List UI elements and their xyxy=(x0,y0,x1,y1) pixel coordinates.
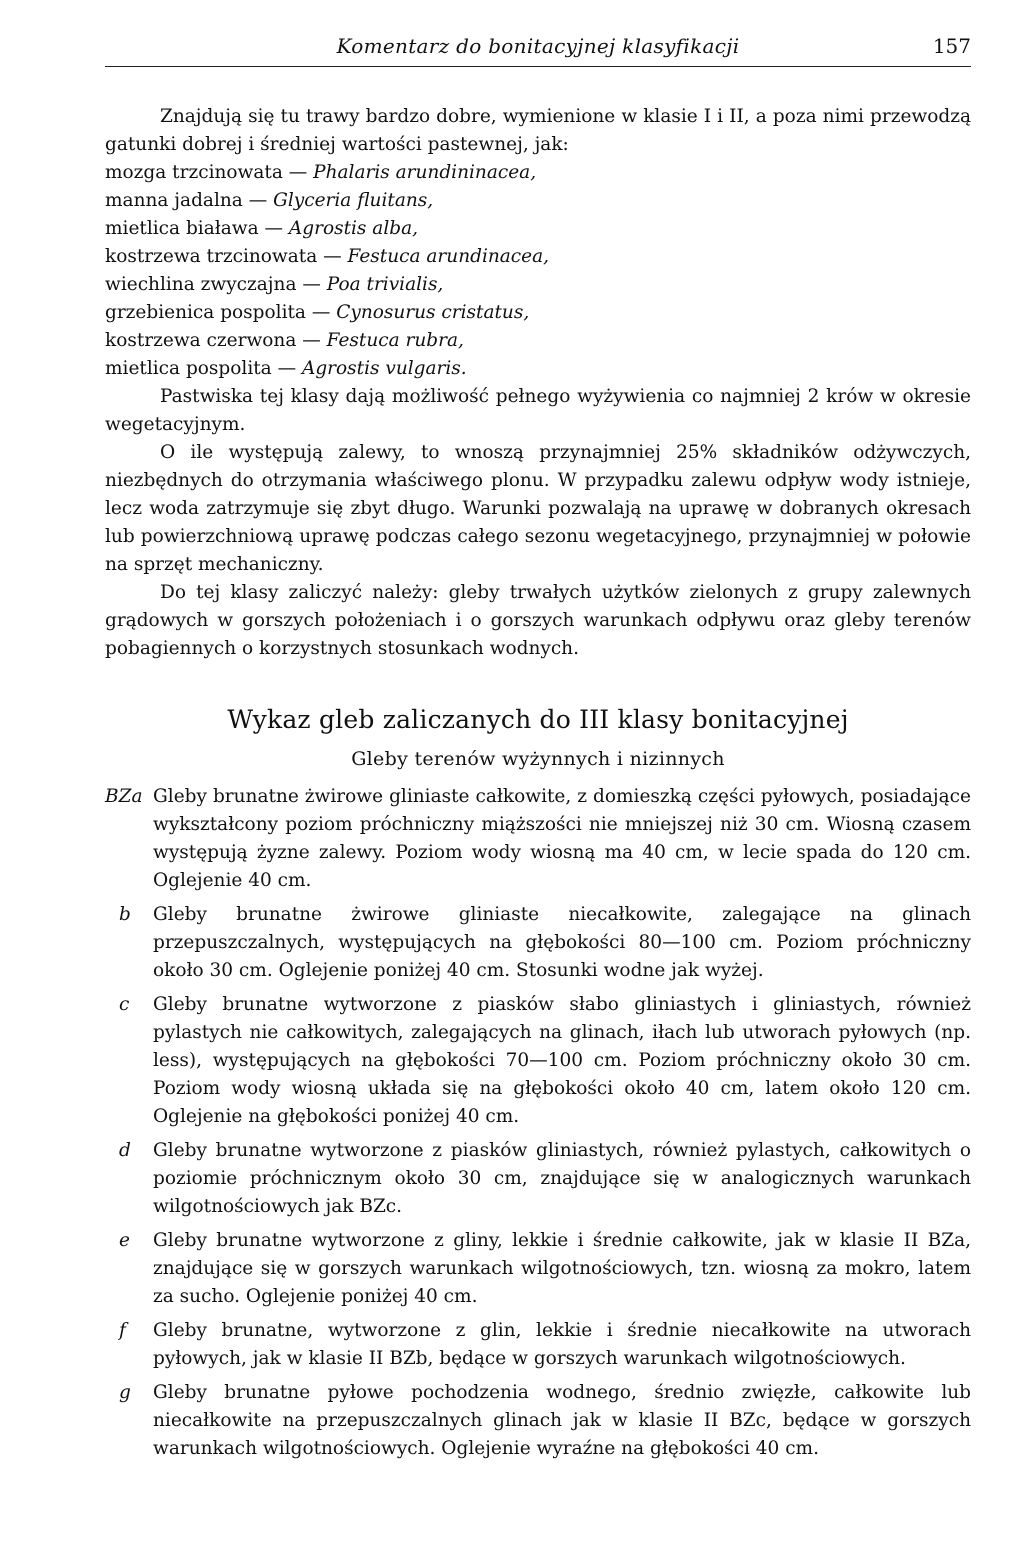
soil-code: e xyxy=(119,1230,130,1251)
grass-common-name: mozga trzcinowata — xyxy=(105,162,308,183)
grass-common-name: manna jadalna — xyxy=(105,190,268,211)
soil-entry xyxy=(105,1379,971,1463)
body-paragraph: Pastwiska tej klasy dają możliwość pełnego wyżywienia co najmniej 2 krów w okresie wegetacyjnym. xyxy=(105,386,971,435)
grass-latin-name: Glyceria fluitans, xyxy=(273,190,434,211)
soil-entry xyxy=(105,1227,971,1311)
soil-code: BZa xyxy=(105,786,143,807)
grass-latin-name: Cynosurus cristatus, xyxy=(336,302,530,323)
list-item xyxy=(105,271,971,299)
grass-common-name: mietlica biaława — xyxy=(105,218,284,239)
soil-code: b xyxy=(119,904,131,925)
grass-latin-name: Poa trivialis, xyxy=(326,274,444,295)
intro-paragraph: Znajdują się tu trawy bardzo dobre, wymienione w klasie I i II, a poza nimi przewodzą gatunki dobrej i średniej wartości pastewnej, jak: xyxy=(105,106,971,155)
soil-entry xyxy=(105,1317,971,1373)
soil-entry xyxy=(105,1137,971,1221)
body-paragraph: O ile występują zalewy, to wnoszą przynajmniej 25% składników odżywczych, niezbędnych do otrzymania właściwego plonu. W przypadku zalewu odpływ wody istnieje, lecz woda zatrzymuje się zbyt długo. Warunki pozwalają na uprawę w dobranych okresach lub powierzchniową uprawę podczas całego sezonu wegetacyjnego, przynajmniej w połowie na sprzęt mechaniczny. xyxy=(105,442,971,575)
soil-list xyxy=(105,783,971,1463)
section-subtitle: Gleby terenów wyżynnych i nizinnych xyxy=(351,748,725,770)
soil-description: Gleby brunatne wytworzone z piasków gliniastych, również pylastych, całkowitych o poziomie próchnicznym około 30 cm, znajdujące się w analogicznych warunkach wilgotnościowych jak BZc. xyxy=(153,1140,971,1217)
soil-entry xyxy=(105,991,971,1131)
grass-common-name: mietlica pospolita — xyxy=(105,358,297,379)
soil-description: Gleby brunatne żwirowe gliniaste niecałkowite, zalegające na glinach przepuszczalnych, występujących na głębokości 80—100 cm. Poziom próchniczny około 30 cm. Oglejenie poniżej 40 cm. Stosunki wodne jak wyżej. xyxy=(153,904,971,981)
grass-common-name: grzebienica pospolita — xyxy=(105,302,331,323)
soil-code: g xyxy=(119,1382,131,1403)
list-item xyxy=(105,159,971,187)
grass-latin-name: Festuca rubra, xyxy=(326,330,464,351)
list-item xyxy=(105,215,971,243)
grass-common-name: kostrzewa trzcinowata — xyxy=(105,246,342,267)
list-item xyxy=(105,299,971,327)
list-item xyxy=(105,355,971,383)
list-item xyxy=(105,187,971,215)
soil-description: Gleby brunatne, wytworzone z glin, lekkie i średnie niecałkowite na utworach pyłowych, jak w klasie II BZb, będące w gorszych warunkach wilgotnościowych. xyxy=(153,1320,971,1369)
running-title: Komentarz do bonitacyjnej klasyfikacji xyxy=(336,34,740,58)
soil-code: c xyxy=(119,994,130,1015)
soil-entry xyxy=(105,783,971,895)
soil-description: Gleby brunatne wytworzone z gliny, lekkie i średnie całkowite, jak w klasie II BZa, znajdujące się w gorszych warunkach wilgotnościowych, tzn. wiosną za mokro, latem za sucho. Oglejenie poniżej 40 cm. xyxy=(153,1230,971,1307)
grass-common-name: kostrzewa czerwona — xyxy=(105,330,321,351)
grass-common-name: wiechlina zwyczajna — xyxy=(105,274,321,295)
grass-latin-name: Agrostis vulgaris. xyxy=(301,358,467,379)
grass-list xyxy=(105,159,971,383)
running-header xyxy=(105,30,971,67)
grass-latin-name: Festuca arundinacea, xyxy=(347,246,550,267)
page-content xyxy=(105,103,971,1463)
soil-description: Gleby brunatne wytworzone z piasków słabo gliniastych i gliniastych, również pylastych nie całkowitych, zalegających na glinach, iłach lub utworach pyłowych (np. less), występujących na głębokości 70—100 cm. Poziom próchniczny około 30 cm. Poziom wody wiosną układa się na głębokości około 40 cm, latem około 120 cm. Oglejenie na głębokości poniżej 40 cm. xyxy=(153,994,971,1127)
soil-entry xyxy=(105,901,971,985)
section-title: Wykaz gleb zaliczanych do III klasy bonitacyjnej xyxy=(227,705,849,734)
list-item xyxy=(105,243,971,271)
page-number: 157 xyxy=(932,34,971,58)
soil-code: f xyxy=(119,1320,126,1341)
soil-description: Gleby brunatne żwirowe gliniaste całkowite, z domieszką części pyłowych, posiadające wykształcony poziom próchniczny miąższości nie mniejszej niż 30 cm. Wiosną czasem występują żyzne zalewy. Poziom wody wiosną ma 40 cm, w lecie spada do 120 cm. Oglejenie 40 cm. xyxy=(153,786,971,891)
soil-description: Gleby brunatne pyłowe pochodzenia wodnego, średnio zwięzłe, całkowite lub niecałkowite na przepuszczalnych glinach jak w klasie II BZc, będące w gorszych warunkach wilgotnościowych. Oglejenie wyraźne na głębokości 40 cm. xyxy=(153,1382,971,1459)
grass-latin-name: Phalaris arundininacea, xyxy=(313,162,537,183)
list-item xyxy=(105,327,971,355)
soil-code: d xyxy=(119,1140,131,1161)
grass-latin-name: Agrostis alba, xyxy=(288,218,419,239)
body-paragraph: Do tej klasy zaliczyć należy: gleby trwałych użytków zielonych z grupy zalewnych grądowych w gorszych położeniach i o gorszych warunkach odpływu oraz gleby terenów pobagiennych o korzystnych stosunkach wodnych. xyxy=(105,582,971,659)
book-page xyxy=(105,30,971,1530)
